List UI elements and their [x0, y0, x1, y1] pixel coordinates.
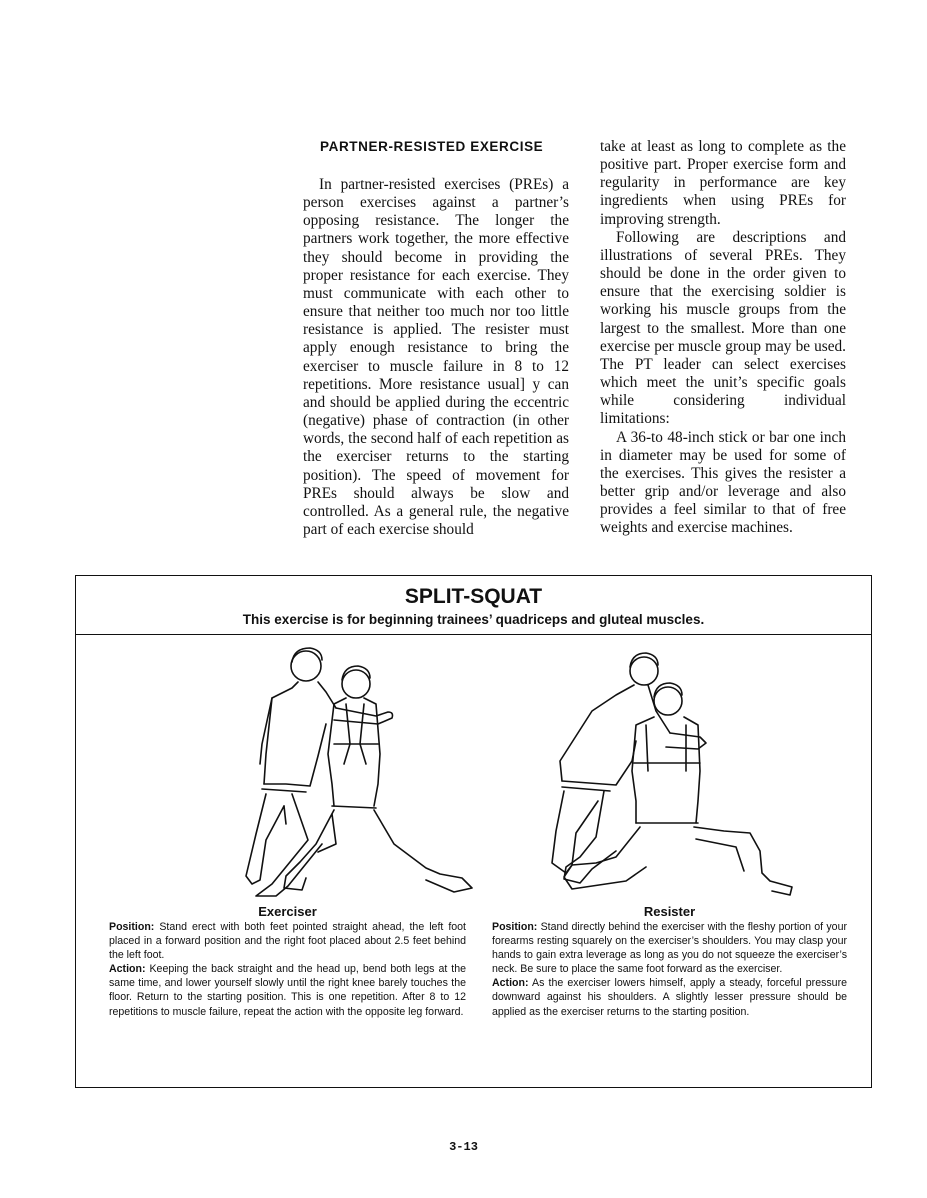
section-heading: PARTNER-RESISTED EXERCISE — [320, 139, 544, 154]
exerciser-position — [109, 920, 466, 962]
descriptions-paragraph: Following are descriptions and illustrations of several PREs. They should be done in the order given to ensure that the exercising soldier is working his muscle groups from the largest to the smallest. More than one exercise per muscle group may be used. The PT leader can select exercises which meet the unit’s specific goals while considering individual limitations: — [600, 228, 846, 428]
right-column — [600, 138, 846, 537]
exerciser-position-label: Position: — [109, 921, 155, 933]
resister-heading: Resister — [643, 904, 696, 919]
exerciser-action-text: Keeping the back straight and the head up, bend both legs at the same time, and lower yourself slowly until the right knee barely touches the floor. Return to the starting position. This is one repetition. After 8 to 12 repetitions to muscle failure, repeat the action with the opposite leg forward. — [109, 963, 466, 1018]
exercise-box — [75, 575, 872, 1088]
exerciser-figure-lowered — [564, 683, 792, 895]
split-squat-start-illustration — [226, 644, 506, 904]
exerciser-action — [109, 962, 466, 1018]
resister-position-text: Stand directly behind the exerciser with the fleshy portion of your forearms resting squarely on the exerciser’s shoulders. You may clasp your hands to gain extra leverage as long as you do not squeeze the exerciser’s neck. Be sure to place the same foot forward as the exerciser. — [492, 921, 847, 976]
exerciser-position-text: Stand erect with both feet pointed straight ahead, the left foot placed in a forward position and the right foot placed about 2.5 feet behind the left foot. — [109, 921, 466, 962]
exercise-header — [76, 576, 871, 635]
exercise-title: SPLIT-SQUAT — [404, 585, 543, 608]
resister-caption — [492, 904, 847, 1019]
resister-position-label: Position: — [492, 921, 538, 933]
exercise-subtitle: This exercise is for beginning trainees’ quadriceps and gluteal muscles. — [242, 612, 705, 627]
exerciser-action-label: Action: — [109, 963, 146, 976]
resister-action-text: As the exerciser lowers himself, apply a steady, forceful pressure downward against his shoulders. A slightly lesser pressure should be applied as the exerciser returns to the starting position. — [492, 977, 847, 1018]
resister-action — [492, 976, 847, 1018]
intro-paragraph: In partner-resisted exercises (PREs) a person exercises against a partner’s opposing resistance. The longer the partners work together, the more effective they should become in providing the proper resistance for each exercise. They must communicate with each other to ensure that neither too much nor too little resistance is applied. The resister must apply enough resistance to bring the exerciser to muscle failure in 8 to 12 repetitions. More resistance usual] y can and should be applied during the eccentric (negative) phase of contraction (in other words, the second half of each repetition as the exerciser returns to the starting position). The speed of movement for PREs should always be slow and controlled. As a general rule, the negative part of each exercise should — [303, 176, 569, 538]
resister-position — [492, 920, 847, 976]
left-column — [303, 138, 569, 539]
page-number: 3-13 — [449, 1140, 478, 1154]
stick-paragraph: A 36-to 48-inch stick or bar one inch in diameter may be used for some of the exercises. This gives the resister a better grip and/or leverage and also provides a feel similar to that of free weights and exercise machines. — [600, 428, 846, 537]
resister-action-label: Action: — [492, 977, 529, 990]
split-squat-lowered-illustration — [536, 651, 836, 901]
resister-figure-lowered — [552, 653, 706, 883]
exerciser-caption — [109, 904, 466, 1019]
exerciser-heading: Exerciser — [258, 904, 317, 919]
continued-paragraph: take at least as long to complete as the positive part. Proper exercise form and regularity in performance are key ingredients when using PREs for improving strength. — [600, 138, 846, 228]
